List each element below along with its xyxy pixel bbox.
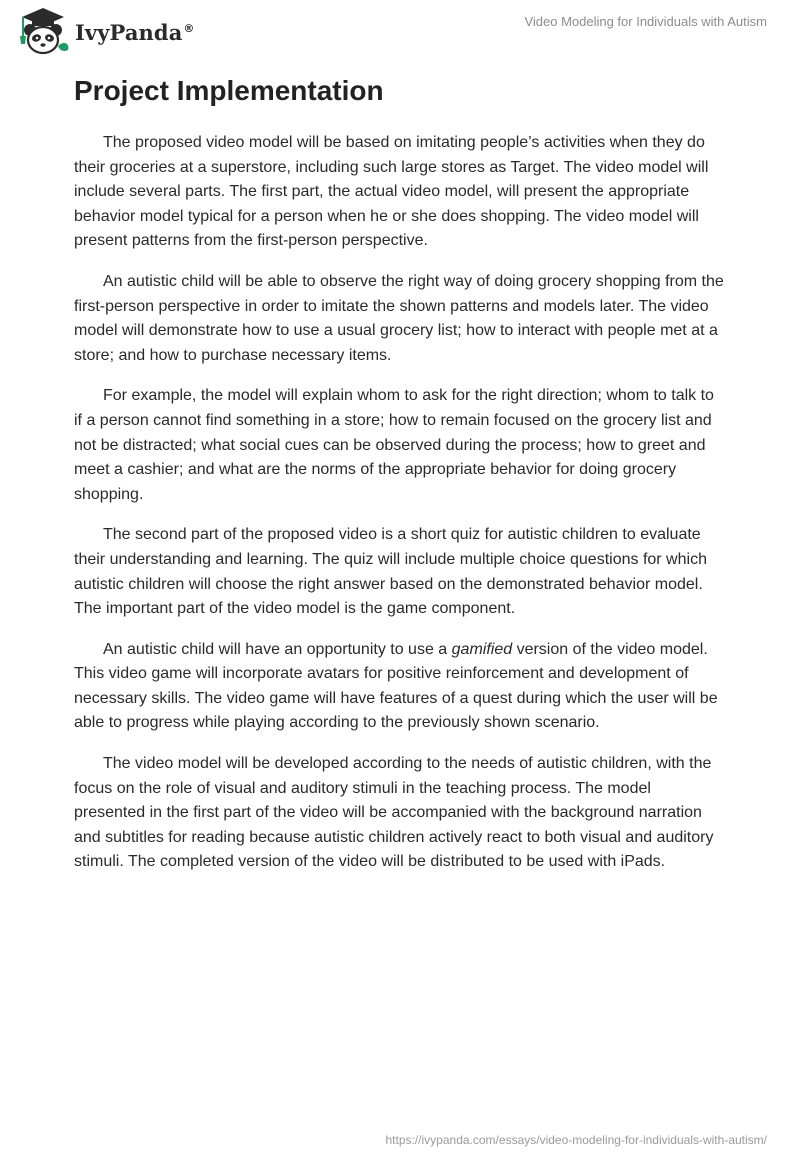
essay-paragraph-3: For example, the model will explain whom to ask for the right direction; whom to talk to if a person cannot find something in a store; how to remain focused on the grocery list and not be distracted; what social cues can be observed during the process; how to greet and meet a cashier; and what are the norms of the appropriate behavior for doing grocery shopping.	[74, 387, 714, 503]
page-title: Project Implementation	[74, 75, 384, 106]
ivypanda-logo[interactable]	[14, 6, 195, 56]
essay-paragraph-5	[74, 638, 724, 736]
essay-paragraph-1: The proposed video model will be based on imitating people’s activities when they do their groceries at a superstore, including such large stores as Target. The video model will include several parts. The first part, the actual video model, will present the appropriate behavior model typical for a person when he or she does shopping. The video model will present patterns from the first-person perspective.	[74, 134, 709, 250]
paragraph-5-lead: An autistic child will have an opportunity to use a	[103, 640, 452, 658]
registered-mark: ®	[183, 21, 195, 35]
essay-content	[74, 72, 724, 891]
brand-name-text: IvyPanda	[75, 19, 183, 45]
source-url-link[interactable]: https://ivypanda.com/essays/video-modeling-for-individuals-with-autism/	[385, 1133, 767, 1147]
brand-name	[75, 20, 195, 45]
essay-paragraph-6: The video model will be developed according to the needs of autistic children, with the focus on the role of visual and auditory stimuli in the teaching process. The model presented in the first part of the video will be accompanied with the background narration and subtitles for reading because autistic children actively react to both visual and auditory stimuli. The completed version of the video will be distributed to be used with iPads.	[74, 755, 714, 871]
paragraph-5-emphasis: gamified	[451, 640, 513, 658]
essay-paragraph-4: The second part of the proposed video is a short quiz for autistic children to evaluate their understanding and learning. The quiz will include multiple choice questions for which autistic children will choose the right answer based on the demonstrated behavior model. The important part of the video model is the game component.	[74, 526, 707, 618]
paragraph-5-rest: version of the video model. This video game will incorporate avatars for positive reinforcement and development of necessary skills. The video game will have features of a quest during which the user will be able to progress while playing according to the previously shown scenario.	[74, 640, 718, 732]
essay-body	[74, 131, 724, 875]
running-title: Video Modeling for Individuals with Autism	[524, 14, 767, 29]
page-header	[0, 0, 800, 60]
graduation-panda-icon	[14, 6, 72, 56]
essay-paragraph-2: An autistic child will be able to observe the right way of doing grocery shopping from the first-person perspective in order to imitate the shown patterns and models later. The video model will demonstrate how to use a usual grocery list; how to interact with people met at a store; and how to purchase necessary items.	[74, 272, 724, 364]
